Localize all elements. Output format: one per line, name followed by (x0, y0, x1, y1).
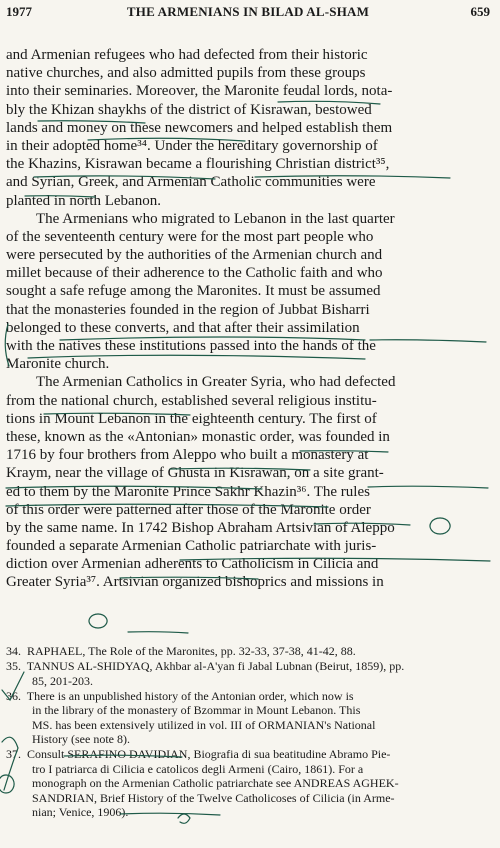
body-line: Greater Syria³⁷. Artsivian organized bishoprics and missions in (6, 574, 384, 591)
footnote-line: nian; Venice, 1906). (32, 805, 129, 819)
body-line: native churches, and also admitted pupils from these groups (6, 65, 366, 82)
underline-artsivian (128, 632, 188, 633)
body-line: Maronite church. (6, 356, 110, 373)
body-line: that the monasteries founded in the region of Jubbat Bisharri (6, 301, 370, 318)
footnote-line: monograph on the Armenian Catholic patriarchate see ANDREAS AGHEK- (32, 776, 399, 790)
body-line: and Syrian, Greek, and Armenian Catholic communities were (6, 174, 376, 191)
footnote-line: SANDRIAN, Brief History of the Twelve Catholicoses of Cilicia (in Arme- (32, 790, 395, 805)
footnote-line: MS. has been extensively utilized in vol. III of ORMANIAN's National (32, 717, 376, 732)
body-line: Kraym, near the village of Ghusta in Kisrawan, on a site grant- (6, 465, 384, 482)
body-line: tions in Mount Lebanon in the eighteenth century. The first of (6, 410, 377, 427)
footnote (6, 659, 496, 688)
body-line: these, known as the «Antonian» monastic order, was founded in (6, 428, 390, 445)
body-line: of the seventeenth century were for the most part people who (6, 228, 374, 245)
page-number: 659 (470, 4, 490, 19)
footnote-line: 35. TANNUS AL-SHIDYAQ, Akhbar al-A'yan fi Jabal Lubnan (Beirut, 1859), pp. (6, 659, 405, 673)
running-header (6, 4, 490, 24)
footnote-line: History (see note 8). (32, 732, 130, 746)
footnote-line: 85, 201-203. (32, 673, 93, 688)
body-line: by the same name. In 1742 Bishop Abraham Artsivian of Aleppo (6, 519, 395, 536)
body-line: 1716 by four brothers from Aleppo who built a monastery at (6, 447, 369, 464)
circle-note-37 (89, 614, 107, 628)
footnote (6, 644, 496, 659)
body-line: were persecuted by the authorities of the Armenian church and (6, 247, 383, 264)
footnote (6, 747, 496, 820)
body-line: ed to them by the Maronite Prince Sakhr Khazin³⁶. The rules (6, 483, 370, 500)
body-line: planted in north Lebanon. (6, 192, 161, 209)
body-line: bly the Khizan shaykhs of the district of Kisrawan, bestowed (6, 101, 372, 118)
body-line: belonged to these converts, and that after their assimilation (6, 319, 360, 336)
body-line: from the national church, established several religious institu- (6, 392, 377, 409)
header-year: 1977 (6, 4, 32, 19)
body-text (6, 46, 492, 592)
body-line: founded a separate Armenian Catholic patriarchate with juris- (6, 538, 377, 555)
body-line: the Khazins, Kisrawan became a flourishing Christian district³⁵, (6, 156, 390, 173)
body-line: and Armenian refugees who had defected from their historic (6, 47, 368, 63)
body-line: diction over Armenian adherents to Catholicism in Cilicia and (6, 556, 379, 573)
body-line: of this order were patterned after those of the Maronite order (6, 501, 371, 518)
footnotes (6, 644, 496, 820)
body-line: millet because of their adherence to the Catholic faith and who (6, 265, 383, 282)
body-line: with the natives these institutions passed into the hands of the (6, 338, 376, 354)
body-line: The Armenians who migrated to Lebanon in the last quarter (36, 210, 395, 227)
footnote-line: tro I patriarca di Cilicia e catolicos degli Armeni (Cairo, 1861). For a (32, 761, 364, 776)
body-line: The Armenian Catholics in Greater Syria, who had defected (36, 374, 396, 391)
footnote (6, 689, 496, 747)
body-line: sought a safe refuge among the Maronites. It must be assumed (6, 283, 381, 300)
body-line: into their seminaries. Moreover, the Maronite feudal lords, nota- (6, 83, 393, 100)
body-line: in their adopted home³⁴. Under the hereditary governorship of (6, 137, 378, 154)
footnote-line: 34. RAPHAEL, The Role of the Maronites, pp. 32-33, 37-38, 41-42, 88. (6, 644, 356, 658)
footnote-line: 37. Consult SERAFINO DAVIDIAN, Biografia di sua beatitudine Abramo Pie- (6, 747, 391, 761)
body-line: lands and money on these newcomers and helped establish them (6, 119, 393, 136)
header-title: THE ARMENIANS IN BILAD AL-SHAM (126, 4, 370, 19)
footnote-line: 36. There is an unpublished history of the Antonian order, which now is (6, 688, 354, 703)
footnote-line: in the library of the monastery of Bzommar in Mount Lebanon. This (32, 703, 361, 717)
